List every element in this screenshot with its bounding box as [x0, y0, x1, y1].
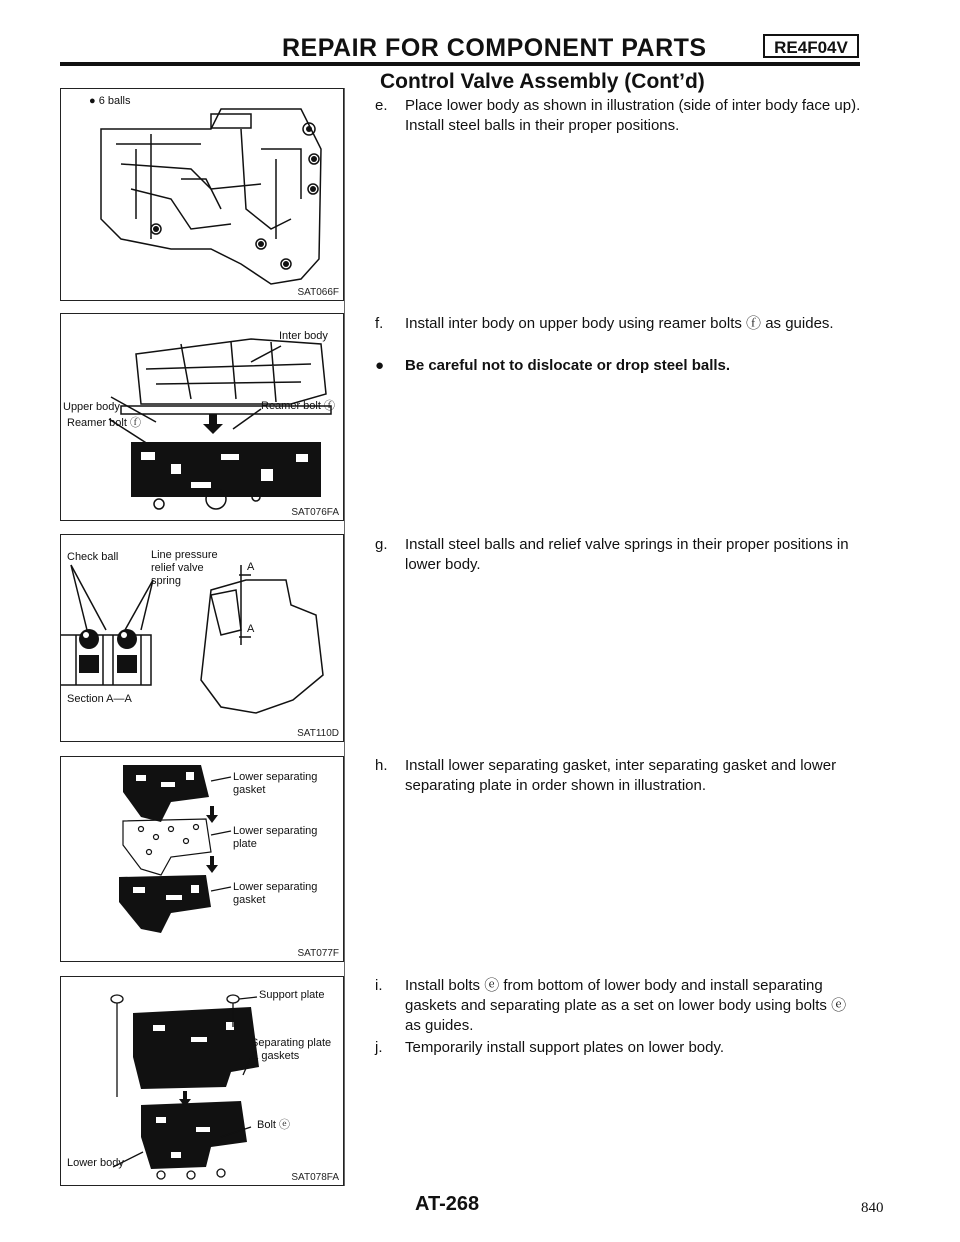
- lower-body-illustration: [61, 89, 344, 301]
- step-label: g.: [375, 536, 388, 553]
- step-label: h.: [375, 757, 388, 774]
- callout-support-plate: Support plate: [259, 989, 325, 1001]
- figure-separating-sequence: [60, 756, 344, 962]
- callout-reamer-bolt-right: Reamer bolt ⓕ: [261, 400, 335, 412]
- step-label: j.: [375, 1039, 383, 1056]
- step-label: e.: [375, 97, 388, 114]
- figure-code: SAT078FA: [291, 1172, 339, 1183]
- callout-bolt-e: Bolt ⓔ: [257, 1119, 291, 1131]
- step-label: i.: [375, 977, 383, 994]
- callout-section-mark-top: A: [247, 561, 255, 573]
- callout-inter-body: Inter body: [279, 330, 328, 342]
- step-text: Place lower body as shown in illustration (side of inter body face up). Install steel balls in their proper positions.: [405, 97, 861, 134]
- figure-inter-upper-body: [60, 313, 344, 521]
- step-g: [375, 535, 865, 575]
- step-text: Temporarily install support plates on lower body.: [405, 1039, 725, 1056]
- caution-text: Be careful not to dislocate or drop steel balls.: [405, 357, 731, 374]
- figure-code: SAT077F: [297, 948, 339, 959]
- step-text: Install lower separating gasket, inter separating gasket and lower separating plate in order shown in illustration.: [405, 757, 837, 794]
- bullet-icon: ●: [375, 357, 385, 374]
- callout-lower-separating-gasket-top: Lower separating gasket: [233, 771, 318, 796]
- page-number: 840: [861, 1200, 884, 1216]
- page-header-title: REPAIR FOR COMPONENT PARTS: [282, 34, 707, 62]
- step-label: f.: [375, 315, 384, 332]
- callout-relief-valve-spring: Line pressure relief valve spring: [151, 549, 218, 587]
- callout-lower-body: Lower body: [67, 1157, 124, 1169]
- callout-upper-body: Upper body: [63, 401, 120, 413]
- page-reference: AT-268: [415, 1193, 480, 1215]
- step-j: [375, 1038, 865, 1058]
- step-caution: [375, 356, 865, 376]
- section-title: Control Valve Assembly (Cont’d): [380, 70, 705, 93]
- step-text: Install inter body on upper body using reamer bolts ⓕ as guides.: [405, 315, 834, 332]
- callout-lower-separating-gasket-bottom: Lower separating gasket: [233, 881, 318, 906]
- callout-section-mark-bottom: A: [247, 623, 255, 635]
- callout-reamer-bolt-left: Reamer bolt ⓕ: [67, 417, 141, 429]
- step-e: [375, 96, 865, 136]
- figure-support-plate: [60, 976, 344, 1186]
- figure-code: SAT110D: [297, 728, 339, 739]
- step-text: Install bolts ⓔ from bottom of lower body and install separating gaskets and separating plate as a set on lower body using bolts ⓔ as guides.: [405, 977, 847, 1034]
- step-text: Install steel balls and relief valve springs in their proper positions in lower body.: [405, 536, 849, 573]
- step-i: [375, 976, 865, 1036]
- figure-code: SAT076FA: [291, 507, 339, 518]
- callout-section-a-a: Section A—A: [67, 693, 132, 705]
- header-rule: [60, 62, 860, 66]
- figure-lower-body-balls: [60, 88, 344, 301]
- step-h: [375, 756, 865, 796]
- callout-check-ball: Check ball: [67, 551, 119, 563]
- callout-separating-plate-gaskets: Separating plate & gaskets: [251, 1037, 332, 1062]
- figure-check-ball-section: [60, 534, 344, 742]
- column-divider: [344, 88, 345, 1186]
- callout-6-balls: ● 6 balls: [89, 95, 131, 107]
- figure-code: SAT066F: [297, 287, 339, 298]
- callout-lower-separating-plate: Lower separating plate: [233, 825, 318, 850]
- support-plate-illustration: [61, 977, 344, 1186]
- step-f: [375, 314, 865, 334]
- model-badge: RE4F04V: [763, 34, 859, 58]
